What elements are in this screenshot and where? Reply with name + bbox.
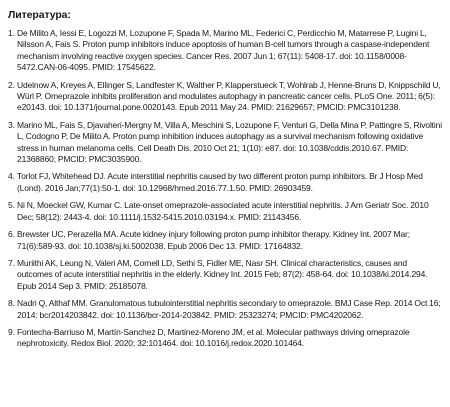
reference-text: Nadri Q, Althaf MM. Granulomatous tubulointerstitial nephritis secondary to omeprazole. BMJ Case Rep. 2014 Oct 16; 2014: bcr2014203842. doi: 10.1136/bcr-2014-203842. PMID: 25323274; PMCID: PMC4202062. <box>17 298 441 320</box>
reference-text: Ni N, Moeckel GW, Kumar C. Late-onset omeprazole-associated acute interstitial nephritis. J Am Geriatr Soc. 2010 Dec; 58(12): 2443-4. doi: 10.1111/j.1532-5415.2010.03194.x. PMID: 21143456. <box>17 200 429 222</box>
reference-text: Brewster UC, Perazella MA. Acute kidney injury following proton pump inhibitor therapy. Kidney Int. 2007 Mar; 71(6):589-93. doi: 10.1038/sj.ki.5002038. Epub 2006 Dec 13. PMID: 17164832. <box>17 229 410 251</box>
reference-item-1 <box>8 28 443 74</box>
reference-text: Fontecha-Barriuso M, Martín-Sanchez D, Martinez-Moreno JM, et al. Molecular pathways driving omeprazole nephrotoxicity. Redox Biol. 2020; 32:101464. doi: 10.1016/j.redox.2020.101464. <box>17 326 410 349</box>
reference-item-2 <box>8 80 443 114</box>
reference-number: 9. <box>8 326 15 337</box>
reference-number: 8. <box>8 298 15 309</box>
reference-number: 1. <box>8 28 15 38</box>
reference-list <box>8 28 443 350</box>
reference-item-8 <box>8 298 443 321</box>
reference-item-5 <box>8 200 443 223</box>
reference-number: 6. <box>8 229 15 240</box>
reference-text: Marino ML, Fais S, Djavaheri-Mergny M, Villa A, Meschini S, Lozupone F, Venturi G, Della Mina P, Pattingre S, Rivoltini L, Codogno P, De Milito A. Proton pump inhibition induces autophagy as a survival mechanism following oxidative stress in human melanoma cells. Cell Death Dis. 2010 Oct 21; 1(10): e87. doi: 10.1038/cddis.2010.67. PMID: 21368860; PMCID: PMC3035900. <box>17 119 442 165</box>
reference-number: 2. <box>8 79 15 90</box>
reference-item-7 <box>8 258 443 292</box>
reference-number: 4. <box>8 171 15 182</box>
reference-text: De Milito A, Iessi E, Logozzi M, Lozupone F, Spada M, Marino ML, Federici C, Perdicchio M, Matarrese P, Lugini L, Nilsson A, Fais S. Proton pump inhibitors induce apoptosis of human B-cell tumors through a caspase-independent mechanism involving reactive oxygen species. Cancer Res. 2007 Jun 1; 67(11): 5408-17. doi: 10.1158/0008-5472.CAN-06-4095. PMID: 17545622. <box>17 28 430 73</box>
reference-item-4 <box>8 171 443 194</box>
reference-text: Muriithi AK, Leung N, Valeri AM, Cornell LD, Sethi S, Fidler ME, Nasr SH. Clinical characteristics, causes and outcomes of acute interstitial nephritis in the elderly. Kidney Int. 2015 Feb; 87(2): 458-64. doi: 10.1038/ki.2014.294. Epub 2014 Sep 3. PMID: 25185078. <box>17 257 428 291</box>
reference-number: 3. <box>8 119 15 130</box>
reference-text: Torlot FJ, Whitehead DJ. Acute interstitial nephritis caused by two different proton pump inhibitors. Br J Hosp Med (Lond). 2016 Jan;77(1):50-1. doi: 10.12968/hmed.2016.77.1.50. PMID: 26903459. <box>17 171 423 193</box>
references-heading: Литература: <box>8 9 71 21</box>
reference-number: 5. <box>8 200 15 211</box>
reference-item-9 <box>8 327 443 350</box>
reference-text: Udelnow A, Kreyes A, Ellinger S, Landfester K, Walther P, Klapperstueck T, Wohlrab J, Henne-Bruns D, Knippschild U, Würl P. Omeprazole inhibits proliferation and modulates autophagy in pancreatic cancer cells. PLoS One. 2011; 6(5): e20143. doi: 10.1371/journal.pone.0020143. Epub 2011 May 24. PMID: 21629657; PMCID: PMC3101238. <box>17 79 441 113</box>
reference-item-6 <box>8 229 443 252</box>
reference-number: 7. <box>8 257 15 268</box>
reference-item-3 <box>8 120 443 166</box>
